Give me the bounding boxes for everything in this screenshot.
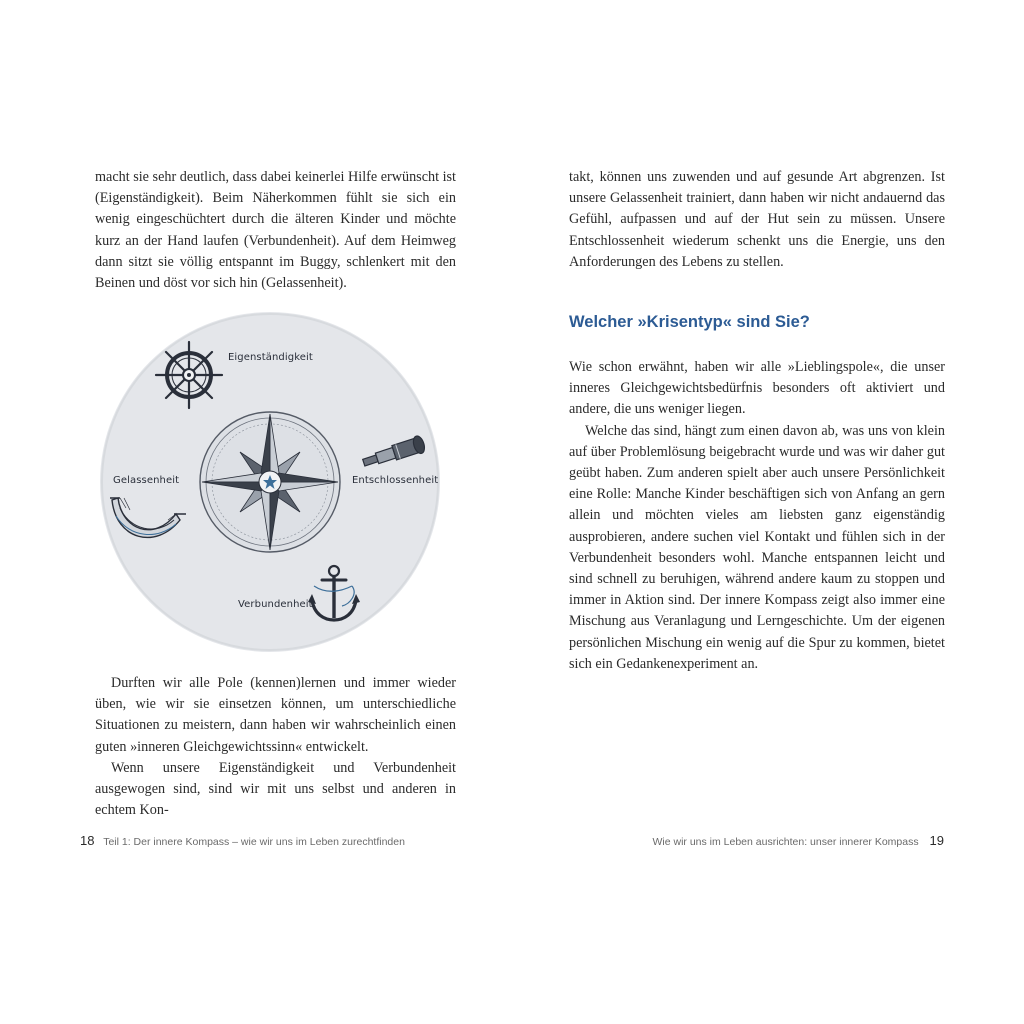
right-top-text (569, 167, 945, 273)
hammock-icon (104, 490, 190, 548)
left-footer (80, 833, 405, 848)
telescope-icon (358, 434, 432, 470)
ship-wheel-icon (154, 340, 224, 410)
right-footer (652, 833, 944, 848)
label-verbundenheit: Verbundenheit (238, 599, 313, 610)
left-top-text (95, 167, 456, 294)
left-bottom-paragraph-1: Durften wir alle Pole (kennen)lernen und immer wieder üben, wie wir sie einsetzen können, um unterschiedliche Situationen zu meistern, dann haben wir wahrscheinlich einen guten »inneren Gleichgewichtssinn« entwickelt. (95, 675, 456, 755)
inner-compass-illustration (100, 312, 440, 652)
right-paragraph-1: Wie schon erwähnt, haben wir alle »Lieblingspole«, die unser inneres Gleichgewichtsbedürfnis besonders oft aktiviert und andere, die uns weniger liegen. (569, 359, 945, 418)
running-head-right: Wie wir uns im Leben ausrichten: unser innerer Kompass (652, 836, 919, 848)
right-page (512, 0, 1024, 1024)
label-eigenstaendigkeit: Eigenständigkeit (228, 352, 313, 363)
compass-rose-icon (196, 408, 344, 556)
right-body-text (569, 357, 945, 675)
left-top-paragraph: macht sie sehr deutlich, dass dabei keinerlei Hilfe erwünscht ist (Eigenständigkeit). Beim Näherkommen fühlt sie sich ein wenig eingeschüchtert durch die älteren Kinder und möchte kurz an der Hand laufen (Verbundenheit). Auf dem Heimweg dann sitzt sie völlig entspannt im Buggy, schlenkert mit den Beinen und döst vor sich hin (Gelassenheit). (95, 169, 456, 292)
left-bottom-paragraph-2: Wenn unsere Eigenständigkeit und Verbundenheit ausgewogen sind, sind wir mit uns selbst und anderen in echtem Kon- (95, 759, 456, 819)
right-paragraph-2: Welche das sind, hängt zum einen davon ab, was uns von klein auf über Problemlösung beigebracht wurde und was wir daher gut geübt haben. Zum anderen spielt aber auch unsere Persönlichkeit eine Rolle: Manche Kinder beschäftigen sich von Anfang an gern allein und möchten vieles am liebsten ganz eigenständig ausprobieren, andere suchen viel Kontakt und fühlen sich in der Verbundenheit besonders wohl. Manche entspannen leicht und sind schnell zu beruhigen, während andere kaum zu stoppen und immer in Aktion sind. Der innere Kompass zeigt also immer eine Mischung aus Veranlagung und Lerngeschichte. Um der eigenen persönlichen Mischung ein wenig auf die Spur zu kommen, bietet sich ein Gedankenexperiment an. (569, 422, 945, 672)
label-gelassenheit: Gelassenheit (113, 475, 180, 486)
left-bottom-text (95, 673, 456, 821)
running-head-left: Teil 1: Der innere Kompass – wie wir uns im Leben zurechtfinden (103, 836, 405, 848)
anchor-icon (306, 564, 362, 626)
section-heading: Welcher »Krisentyp« sind Sie? (569, 313, 810, 331)
page-number-left: 18 (80, 833, 95, 848)
right-top-paragraph: takt, können uns zuwenden und auf gesunde Art abgrenzen. Ist unsere Gelassenheit trainiert, dann haben wir nicht andauernd das Gefühl, aufpassen und auf der Hut sein zu müssen. Unsere Entschlossenheit wiederum schenkt uns die Energie, uns den Anforderungen des Lebens zu stellen. (569, 169, 945, 270)
page-number-right: 19 (929, 833, 944, 848)
label-entschlossenheit: Entschlossenheit (352, 475, 439, 486)
